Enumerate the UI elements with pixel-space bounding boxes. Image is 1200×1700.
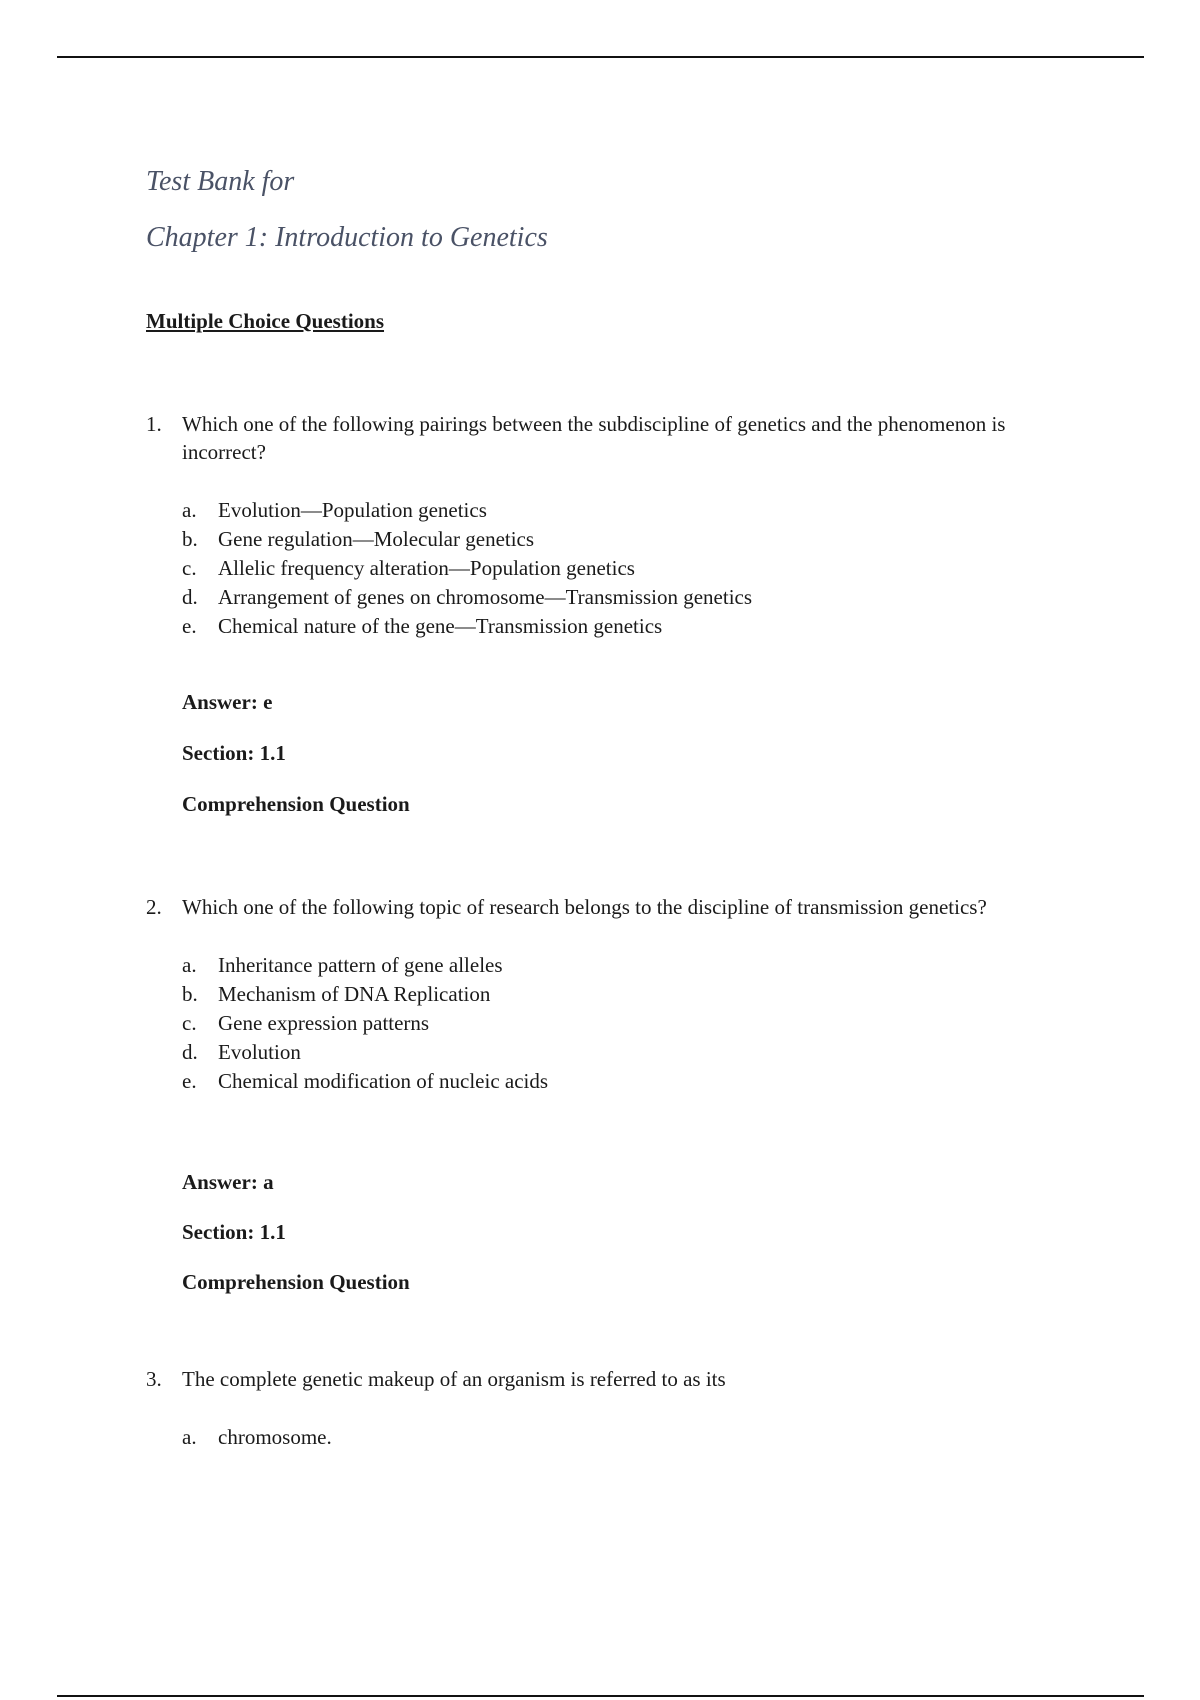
option-text: Allelic frequency alteration—Population genetics bbox=[218, 556, 635, 580]
option-text: Evolution bbox=[218, 1040, 301, 1064]
option-text: Chemical nature of the gene—Transmission genetics bbox=[218, 614, 663, 638]
option-text: Mechanism of DNA Replication bbox=[218, 982, 491, 1006]
question-stem bbox=[146, 1365, 1076, 1393]
top-rule bbox=[57, 56, 1144, 58]
option-e bbox=[182, 1067, 1076, 1096]
question-stem bbox=[146, 893, 1076, 921]
option-text: chromosome. bbox=[218, 1425, 332, 1449]
question-type: Comprehension Question bbox=[182, 792, 410, 816]
option-c bbox=[182, 1009, 1076, 1038]
option-letter: d. bbox=[182, 585, 198, 609]
question-2 bbox=[146, 893, 1076, 1296]
option-b bbox=[182, 980, 1076, 1009]
option-a bbox=[182, 1423, 1076, 1452]
option-text: Gene expression patterns bbox=[218, 1011, 430, 1035]
section-reference: Section: 1.1 bbox=[182, 1220, 286, 1244]
question-number: 1. bbox=[146, 412, 162, 436]
option-text: Gene regulation—Molecular genetics bbox=[218, 527, 535, 551]
option-text: Arrangement of genes on chromosome—Transmission genetics bbox=[218, 585, 753, 609]
section-heading: Multiple Choice Questions bbox=[146, 309, 385, 333]
answer-options bbox=[182, 1423, 1076, 1452]
option-letter: a. bbox=[182, 953, 197, 977]
option-e bbox=[182, 612, 1076, 641]
option-text: Chemical modification of nucleic acids bbox=[218, 1069, 549, 1093]
question-number: 2. bbox=[146, 895, 162, 919]
answer-key: Answer: e bbox=[182, 690, 273, 714]
question-text: Which one of the following topic of research belongs to the discipline of transmission genetics? bbox=[182, 895, 987, 919]
option-d bbox=[182, 583, 1076, 612]
option-text: Evolution—Population genetics bbox=[218, 498, 487, 522]
question-stem bbox=[146, 410, 1076, 466]
answer-key: Answer: a bbox=[182, 1170, 274, 1194]
answer-options bbox=[182, 951, 1076, 1096]
option-letter: a. bbox=[182, 1425, 197, 1449]
question-1 bbox=[146, 410, 1076, 818]
document-title-line-1: Test Bank for bbox=[146, 166, 295, 197]
option-b bbox=[182, 525, 1076, 554]
option-letter: b. bbox=[182, 527, 198, 551]
option-text: Inheritance pattern of gene alleles bbox=[218, 953, 503, 977]
answer-options bbox=[182, 496, 1076, 641]
option-letter: e. bbox=[182, 1069, 197, 1093]
option-letter: c. bbox=[182, 556, 197, 580]
option-letter: a. bbox=[182, 498, 197, 522]
option-letter: e. bbox=[182, 614, 197, 638]
bottom-rule bbox=[57, 1695, 1144, 1697]
option-letter: d. bbox=[182, 1040, 198, 1064]
section-reference: Section: 1.1 bbox=[182, 741, 286, 765]
option-a bbox=[182, 496, 1076, 525]
option-d bbox=[182, 1038, 1076, 1067]
option-a bbox=[182, 951, 1076, 980]
option-letter: c. bbox=[182, 1011, 197, 1035]
question-text: The complete genetic makeup of an organism is referred to as its bbox=[182, 1367, 726, 1391]
question-type: Comprehension Question bbox=[182, 1270, 410, 1294]
document-title-line-2: Chapter 1: Introduction to Genetics bbox=[146, 222, 548, 253]
question-3 bbox=[146, 1365, 1076, 1452]
option-c bbox=[182, 554, 1076, 583]
question-number: 3. bbox=[146, 1367, 162, 1391]
option-letter: b. bbox=[182, 982, 198, 1006]
question-text: Which one of the following pairings between the subdiscipline of genetics and the phenomenon is incorrect? bbox=[182, 412, 1006, 464]
